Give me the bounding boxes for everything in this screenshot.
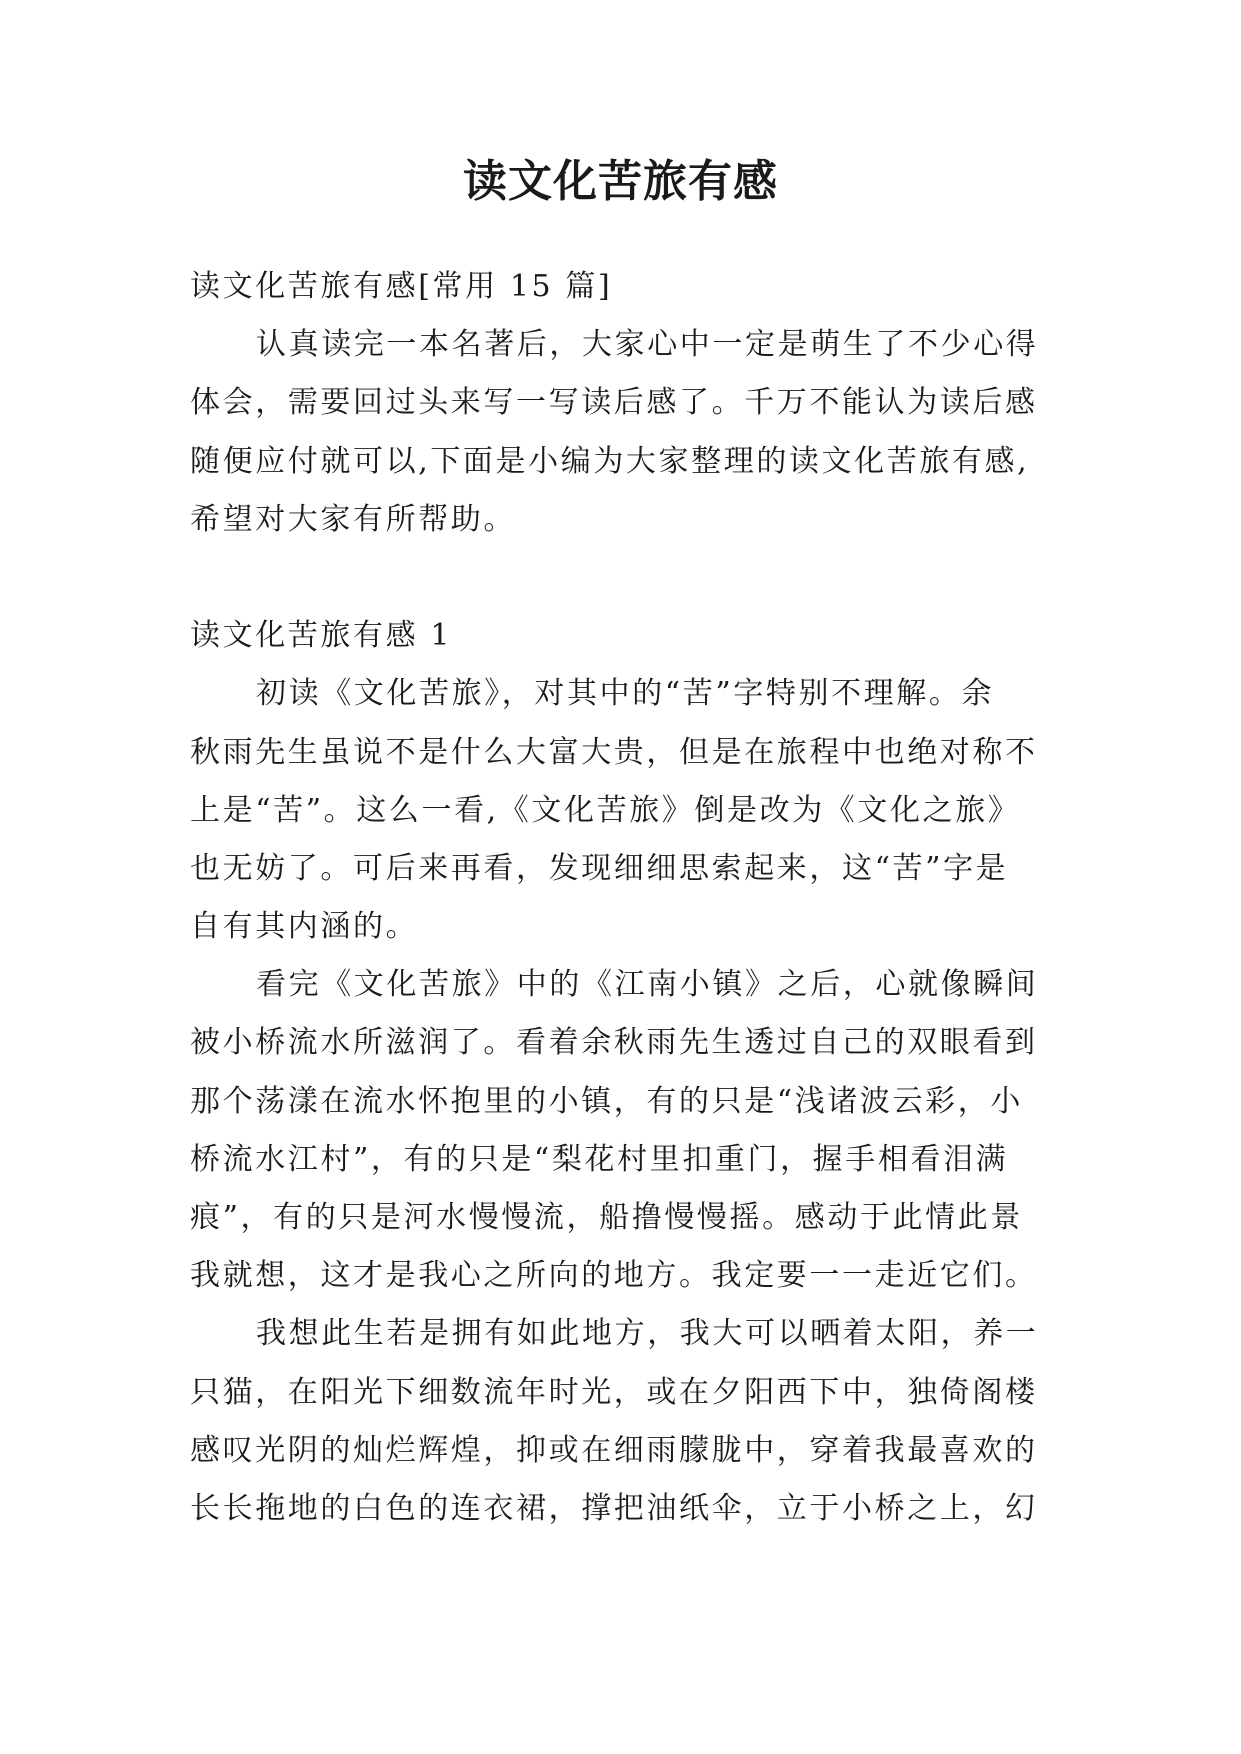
paragraph-line: 随便应付就可以,下面是小编为大家整理的读文化苦旅有感, (190, 443, 1030, 479)
paragraph-line: 初读《文化苦旅》，对其中的“苦”字特别不理解。余 (256, 676, 995, 712)
intro-paragraph (190, 316, 1080, 549)
paragraph-line: 那个荡漾在流水怀抱里的小镇，有的只是“浅诸波云彩，小 (190, 1083, 1023, 1119)
paragraph-1 (190, 665, 1080, 956)
paragraph-2 (190, 956, 1080, 1305)
paragraph-line: 自有其内涵的。 (190, 909, 419, 945)
paragraph-line: 体会，需要回过头来写一写读后感了。千万不能认为读后感 (190, 385, 1038, 421)
paragraph-line: 也无妨了。可后来再看，发现细细思索起来，这“苦”字是 (190, 850, 1009, 886)
paragraph-line: 上是“苦”。这么一看,《文化苦旅》倒是改为《文化之旅》 (190, 792, 1021, 828)
paragraph-line: 痕”，有的只是河水慢慢流，船撸慢慢摇。感动于此情此景 (190, 1200, 1023, 1235)
paragraph-line: 长长拖地的白色的连衣裙，撑把油纸伞，立于小桥之上，幻 (190, 1490, 1038, 1526)
paragraph-line: 看完《文化苦旅》中的《江南小镇》之后，心就像瞬间 (256, 967, 1039, 1003)
paragraph-line: 感叹光阴的灿烂辉煌，抑或在细雨朦胧中，穿着我最喜欢的 (190, 1432, 1038, 1468)
paragraph-line: 认真读完一本名著后，大家心中一定是萌生了不少心得 (256, 327, 1039, 363)
paragraph-line: 秋雨先生虽说不是什么大富大贵，但是在旅程中也绝对称不 (190, 734, 1038, 770)
paragraph-line: 我就想，这才是我心之所向的地方。我定要一一走近它们。 (190, 1258, 1038, 1294)
document-body (190, 258, 1080, 1538)
paragraph-spacer (190, 549, 1080, 607)
section-heading: 读文化苦旅有感 1 (190, 618, 453, 654)
paragraph-line: 希望对大家有所帮助。 (190, 501, 516, 537)
paragraph-3 (190, 1305, 1080, 1538)
paragraph-line: 被小桥流水所滋润了。看着余秋雨先生透过自己的双眼看到 (190, 1025, 1038, 1061)
document-subtitle: 读文化苦旅有感[常用 15 篇] (190, 269, 613, 304)
paragraph-line: 我想此生若是拥有如此地方，我大可以晒着太阳，养一 (256, 1316, 1039, 1352)
paragraph-line: 桥流水江村”，有的只是“梨花村里扣重门，握手相看泪满 (190, 1141, 1009, 1177)
document-title: 读文化苦旅有感 (463, 156, 778, 207)
paragraph-line: 只猫，在阳光下细数流年时光，或在夕阳西下中，独倚阁楼 (190, 1374, 1038, 1410)
